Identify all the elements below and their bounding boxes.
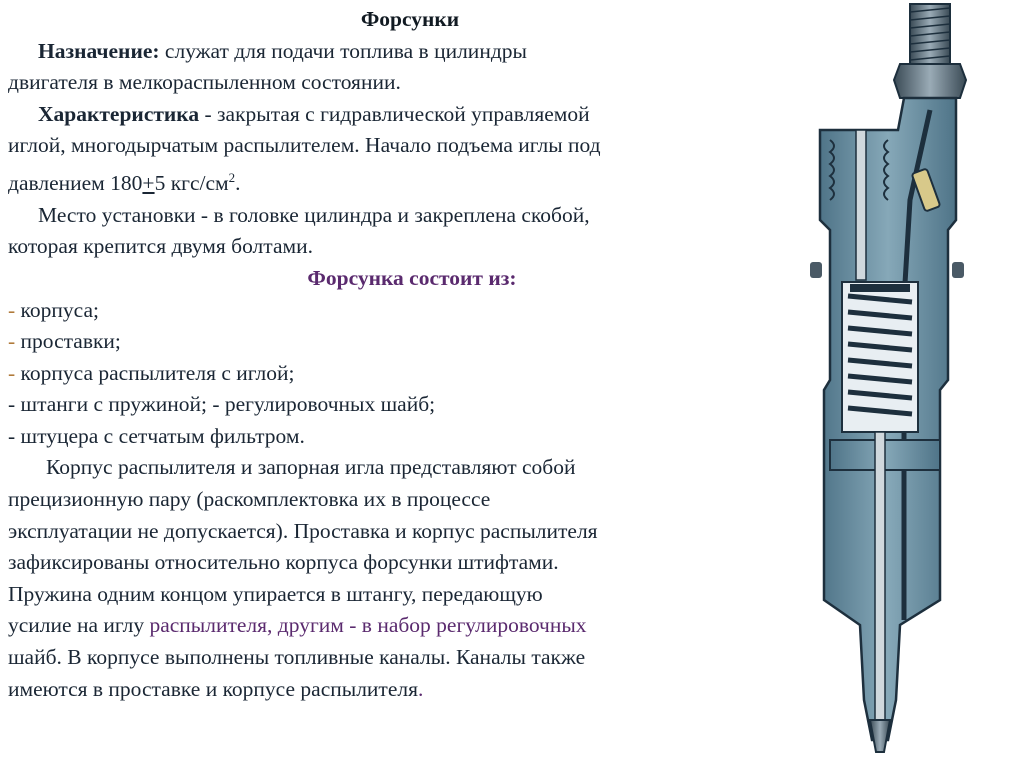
description-text-8a: имеются в проставке и корпусе распылителя [8,676,418,701]
description-line-8 [8,674,808,706]
fitting-thread [910,4,950,64]
mounting-line-2: которая крепится двумя болтами. [8,234,313,259]
description-text-8b: . [417,676,424,701]
side-plug-left [810,262,822,278]
component-text-1: корпуса; [20,297,99,322]
component-text-3: корпуса распылителя с иглой; [20,360,295,385]
list-dash: - [8,297,21,322]
description-line-4: зафиксированы относительно корпуса форсунки штифтами. [8,550,559,575]
adjusting-washers [850,284,910,292]
characteristic-line-2: иглой, многодырчатым распылителем. Начало подъема иглы под [8,133,601,158]
pressure-value: 5 кгс/см [154,171,229,196]
characteristic-line-3 [8,162,808,200]
injector-cross-section-diagram [800,0,980,767]
component-item-4: - штанги с пружиной; - регулировочных шайб; [8,392,436,417]
pressure-prefix: давлением 180 [8,171,143,196]
characteristic-text-1: - закрытая с гидравлической управляемой [199,101,590,126]
component-item-5: - штуцера с сетчатым фильтром. [8,423,305,448]
purpose-line-1 [8,36,808,68]
component-item-3 [8,358,808,390]
purpose-text-1: служат для подачи топлива в цилиндры [159,38,527,63]
plus-minus-sign: + [142,171,155,196]
mounting-line-1: Место установки - в головке цилиндра и закреплена скобой, [38,202,590,227]
list-dash: - [8,329,21,354]
description-line-7: шайб. В корпусе выполнены топливные каналы. Каналы также [8,645,586,670]
component-text-2: проставки; [20,329,121,354]
page-title: Форсунки [360,7,460,31]
purpose-line-2: двигателя в мелкораспыленном состоянии. [8,70,401,95]
nozzle-tip [870,720,890,752]
list-dash: - [8,360,21,385]
description-line-2: прецизионную пару (раскомплектовка их в процессе [8,487,491,512]
description-line-5: Пружина одним концом упирается в штангу, передающую [8,581,543,606]
pressure-superscript: 2 [228,169,236,185]
description-line-1: Корпус распылителя и запорная игла представляют собой [46,455,576,480]
component-item-2 [8,326,808,358]
description-text-6b: распылителя, другим - в набор регулировочных [149,613,587,638]
description-line-3: эксплуатации не допускается). Проставка и корпус распылителя [8,518,598,543]
description-line-6 [8,610,808,642]
description-text-6a: усилие на иглу [8,613,150,638]
text-block [8,4,808,705]
characteristic-line-1 [8,99,808,131]
components-heading: Форсунка состоит из: [307,265,517,290]
purpose-label: Назначение: [38,38,160,63]
pressure-rod [856,130,866,280]
characteristic-label: Характеристика [38,101,200,126]
side-plug-right [952,262,964,278]
fitting-nut [894,64,966,98]
needle [875,432,885,722]
component-item-1 [8,295,808,327]
pressure-end: . [235,171,241,196]
